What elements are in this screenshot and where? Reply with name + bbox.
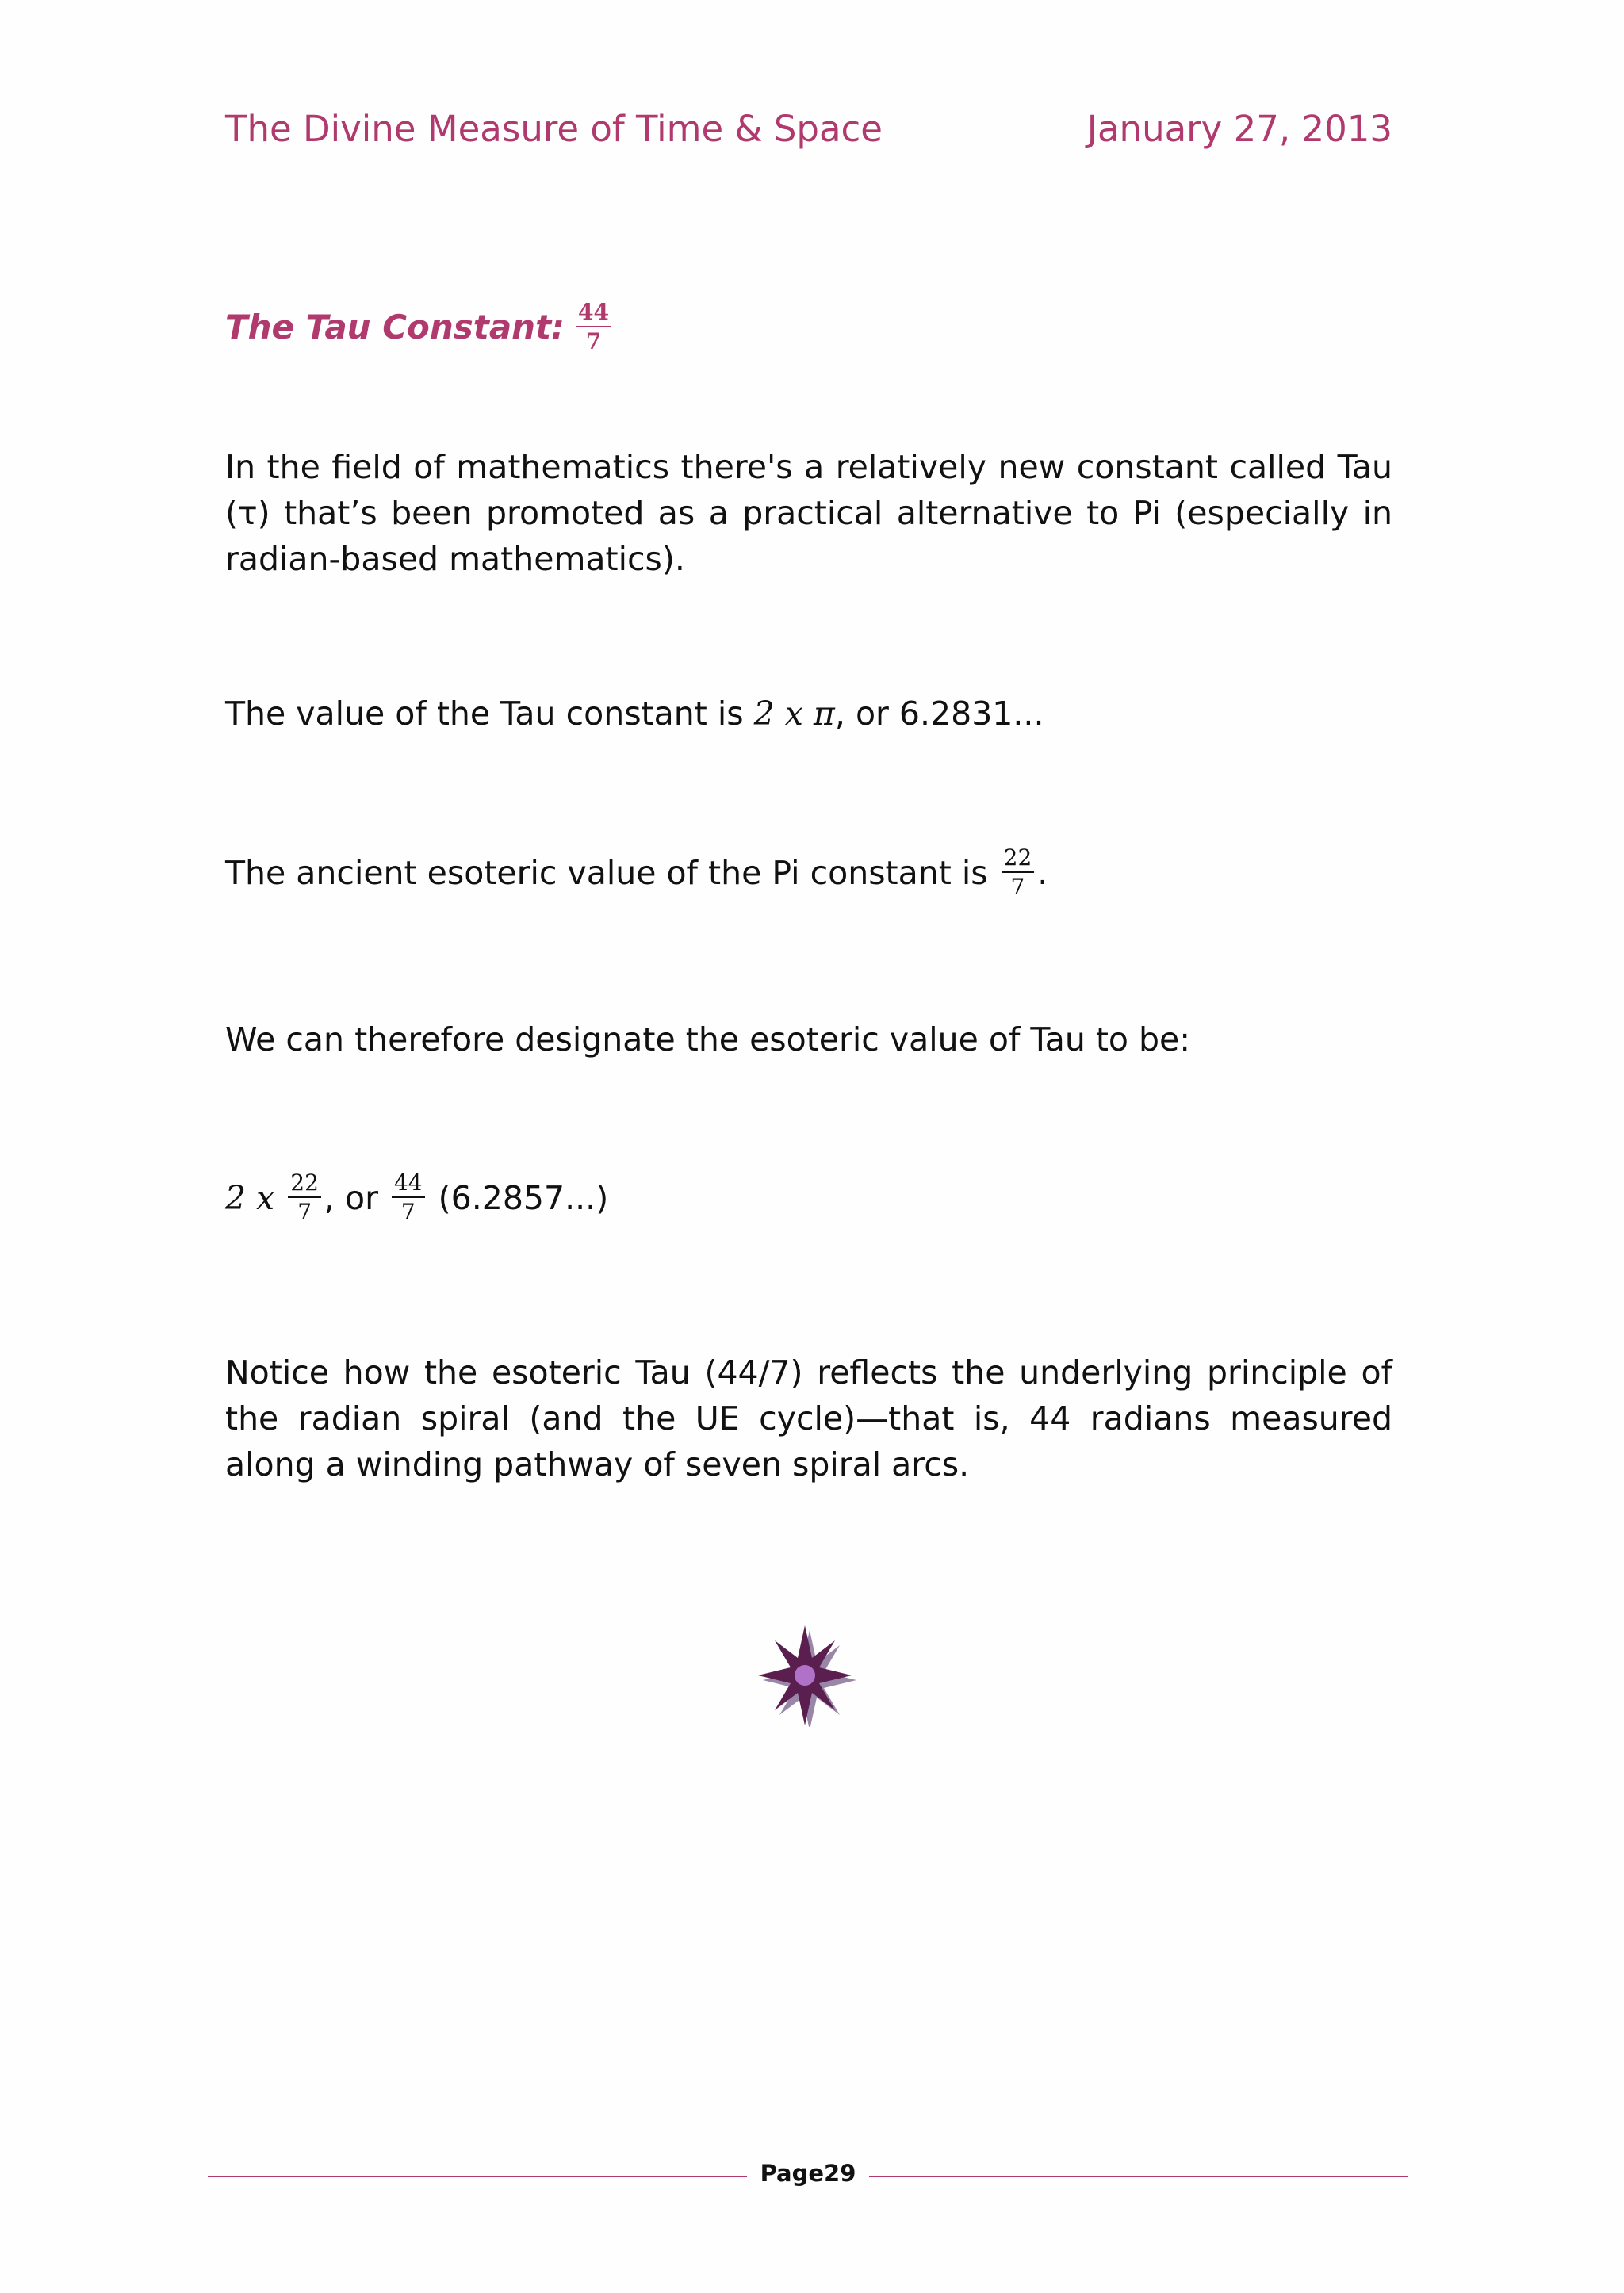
heading-fraction xyxy=(576,301,611,353)
section-heading xyxy=(225,301,615,353)
formula-middle: , or xyxy=(324,1178,389,1217)
fraction-denominator: 7 xyxy=(297,1199,312,1225)
fraction-denominator: 7 xyxy=(400,1199,416,1225)
document-date: January 27, 2013 xyxy=(1086,108,1392,150)
fraction-44-7 xyxy=(392,1169,425,1225)
fraction-numerator: 22 xyxy=(288,1172,321,1198)
formula-prefix: 2 x xyxy=(225,1178,285,1217)
paragraph-tau-intro: In the field of mathematics there's a relatively new constant called Tau (τ) that’s been promoted as a practical alternative to Pi (especially in radian-based mathematics). xyxy=(225,448,1392,578)
footer-rule-right xyxy=(869,2176,1408,2177)
fraction-numerator: 22 xyxy=(1002,847,1035,873)
star-center xyxy=(795,1665,815,1686)
pi-fraction xyxy=(1002,844,1035,900)
paragraph-esoteric-tau-notice: Notice how the esoteric Tau (44/7) reflects the underlying principle of the radian spiral (and the UE cycle)—that is, 44 radians measured along a winding pathway of seven spiral arcs. xyxy=(225,1353,1392,1483)
fraction-22-7 xyxy=(288,1169,321,1225)
pi-esoteric-prefix: The ancient esoteric value of the Pi constant is xyxy=(225,853,998,892)
section-heading-text: The Tau Constant: xyxy=(225,308,565,346)
tau-value-suffix: , or 6.2831... xyxy=(834,695,1044,733)
tau-formula: 2 x π xyxy=(753,695,835,733)
paragraph-tau-value xyxy=(225,695,1044,733)
document-title: The Divine Measure of Time & Space xyxy=(225,108,883,150)
paragraph-esoteric-tau-formula xyxy=(225,1169,609,1225)
tau-value-prefix: The value of the Tau constant is xyxy=(225,695,754,733)
footer-rule-left xyxy=(208,2176,747,2177)
pi-esoteric-suffix: . xyxy=(1037,853,1048,892)
fraction-denominator: 7 xyxy=(1010,874,1025,900)
fraction-denominator: 7 xyxy=(585,328,602,354)
fraction-numerator: 44 xyxy=(576,301,611,327)
paragraph-tau-designation: We can therefore designate the esoteric value of Tau to be: xyxy=(225,1020,1191,1058)
fraction-numerator: 44 xyxy=(392,1172,425,1198)
formula-suffix: (6.2857...) xyxy=(427,1178,609,1217)
star-ornament-icon xyxy=(753,1624,856,1727)
page-number: Page29 xyxy=(760,2160,856,2187)
paragraph-pi-esoteric xyxy=(225,844,1048,900)
page-header xyxy=(225,108,1392,155)
